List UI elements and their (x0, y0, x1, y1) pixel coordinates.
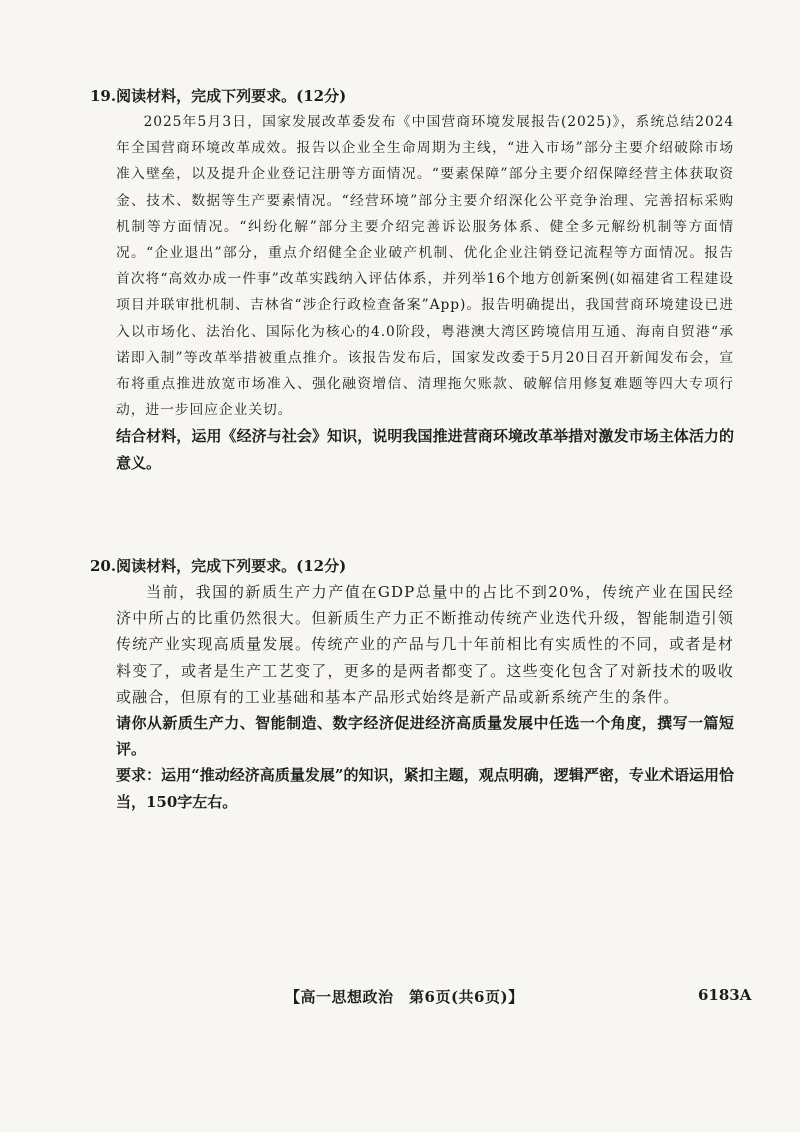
question-19-material: 2025年5月3日，国家发展改革委发布《中国营商环境发展报告(2025)》，系统总结2024年全国营商环境改革成效。报告以企业全生命周期为主线，“进入市场”部分主要介绍破除市场准入壁垒，以及提升企业登记注册等方面情况。“要素保障”部分主要介绍保障经营主体获取资金、技术、数据等生产要素情况。“经营环境”部分主要介绍深化公平竞争治理、完善招标采购机制等方面情况。“纠纷化解”部分主要介绍完善诉讼服务体系、健全多元解纷机制等方面情况。“企业退出”部分，重点介绍健全企业破产机制、优化企业注销登记流程等方面情况。报告首次将“高效办成一件事”改革实践纳入评估体系，并列举16个地方创新案例(如福建省工程建设项目并联审批机制、吉林省“涉企行政检查备案”App)。报告明确提出，我国营商环境建设已进入以市场化、法治化、国际化为核心的4.0阶段，粤港澳大湾区跨境信用互通、海南自贸港“承诺即入制”等改革举措被重点推介。该报告发布后，国家发改委于5月20日召开新闻发布会，宣布将重点推进放宽市场准入、强化融资增信、清理拖欠账款、破解信用修复难题等四大专项行动，进一步回应企业关切。 (116, 114, 734, 419)
exam-code: 6183A (698, 986, 752, 1004)
question-19-requirement: 结合材料，运用《经济与社会》知识，说明我国推进营商环境改革举措对激发市场主体活力的意义。 (116, 427, 734, 472)
question-20-heading-text: 20.阅读材料，完成下列要求。(12分) (90, 557, 347, 575)
question-20-requirement: 要求：运用“推动经济高质量发展”的知识，紧扣主题，观点明确，逻辑严密，专业术语运用恰当，150字左右。 (116, 766, 734, 811)
question-20-material: 当前，我国的新质生产力产值在GDP总量中的占比不到20%，传统产业在国民经济中所占的比重仍然很大。但新质生产力正不断推动传统产业迭代升级，智能制造引领传统产业实现高质量发展。传统产业的产品与几十年前相比有实质性的不同，或者是材料变了，或者是生产工艺变了，更多的是两者都变了。这些变化包含了对新技术的吸收或融合，但原有的工业基础和基本产品形式始终是新产品或新系统产生的条件。 (116, 583, 734, 706)
question-19 (90, 83, 734, 476)
page-footer: 【高一思想政治 第6页(共6页)】 (285, 988, 524, 1006)
question-19-heading-text: 19.阅读材料，完成下列要求。(12分) (90, 87, 347, 105)
question-20-heading (90, 553, 734, 579)
question-20-task: 请你从新质生产力、智能制造、数字经济促进经济高质量发展中任选一个角度，撰写一篇短评。 (116, 714, 734, 759)
question-19-heading (90, 83, 734, 109)
question-20 (90, 553, 734, 815)
